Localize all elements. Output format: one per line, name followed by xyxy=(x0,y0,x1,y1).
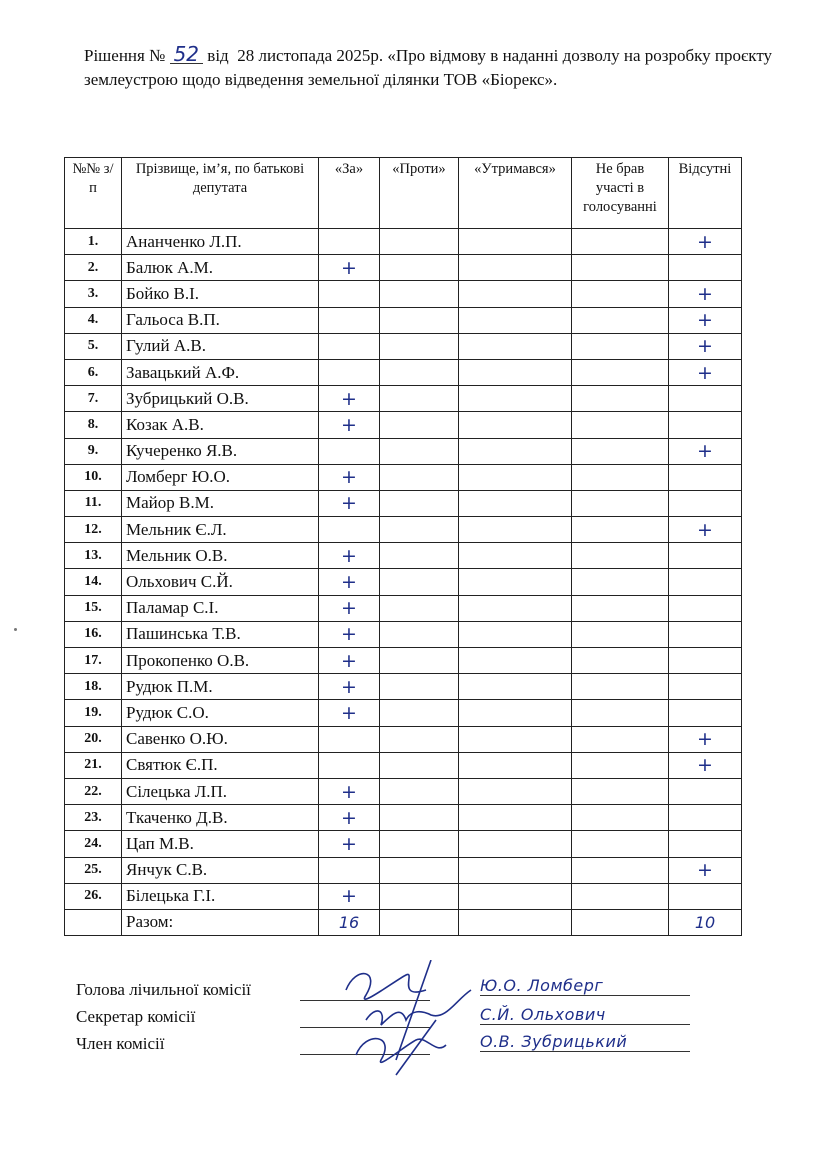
vote-abstain-cell xyxy=(459,333,572,359)
absent-mark: + xyxy=(669,752,742,778)
vote-abstain-cell xyxy=(459,543,572,569)
vote-for-mark: + xyxy=(319,831,380,857)
vote-against-cell xyxy=(380,674,459,700)
row-number: 5. xyxy=(65,333,122,359)
row-number: 8. xyxy=(65,412,122,438)
not-voted-cell xyxy=(572,700,669,726)
scan-speck xyxy=(14,628,17,631)
deputy-name: Майор В.М. xyxy=(122,490,319,516)
vote-against-cell xyxy=(380,464,459,490)
signature-role-member: Член комісії xyxy=(76,1034,165,1053)
col-header-for: «За» xyxy=(319,158,380,229)
vote-against-cell xyxy=(380,386,459,412)
vote-against-cell xyxy=(380,307,459,333)
decision-date: 28 листопада 2025р. xyxy=(237,46,384,65)
vote-for-mark: + xyxy=(319,464,380,490)
absent-mark: + xyxy=(669,281,742,307)
vote-against-cell xyxy=(380,700,459,726)
row-number: 7. xyxy=(65,386,122,412)
vote-abstain-cell xyxy=(459,805,572,831)
table-row xyxy=(65,805,742,831)
col-header-num: №№ з/п xyxy=(65,158,122,229)
table-row xyxy=(65,752,742,778)
deputy-name: Паламар С.І. xyxy=(122,595,319,621)
table-row xyxy=(65,674,742,700)
deputy-name: Бойко В.І. xyxy=(122,281,319,307)
row-number: 9. xyxy=(65,438,122,464)
not-voted-cell xyxy=(572,517,669,543)
absent-mark: + xyxy=(669,517,742,543)
not-voted-cell xyxy=(572,621,669,647)
total-blank xyxy=(65,909,122,935)
absent-mark: + xyxy=(669,229,742,255)
deputy-name: Ткаченко Д.В. xyxy=(122,805,319,831)
total-not-voted xyxy=(572,909,669,935)
not-voted-cell xyxy=(572,307,669,333)
vote-abstain-cell xyxy=(459,648,572,674)
absent-mark xyxy=(669,386,742,412)
table-row xyxy=(65,857,742,883)
col-header-against: «Проти» xyxy=(380,158,459,229)
document-header xyxy=(84,44,772,92)
row-number: 13. xyxy=(65,543,122,569)
vote-against-cell xyxy=(380,857,459,883)
row-number: 3. xyxy=(65,281,122,307)
not-voted-cell xyxy=(572,883,669,909)
table-row xyxy=(65,621,742,647)
vote-against-cell xyxy=(380,359,459,385)
vote-abstain-cell xyxy=(459,726,572,752)
signature-role-chair: Голова лічильної комісії xyxy=(76,980,251,999)
vote-for-mark: + xyxy=(319,569,380,595)
table-body xyxy=(65,229,742,910)
col-header-name: Прізвище, ім’я, по батькові депутата xyxy=(122,158,319,229)
table-row xyxy=(65,307,742,333)
vote-abstain-cell xyxy=(459,674,572,700)
vote-for-mark: + xyxy=(319,674,380,700)
vote-against-cell xyxy=(380,831,459,857)
absent-mark xyxy=(669,569,742,595)
vote-against-cell xyxy=(380,490,459,516)
vote-for-mark xyxy=(319,517,380,543)
not-voted-cell xyxy=(572,490,669,516)
deputy-name: Мельник О.В. xyxy=(122,543,319,569)
not-voted-cell xyxy=(572,805,669,831)
deputy-name: Білецька Г.І. xyxy=(122,883,319,909)
absent-mark: + xyxy=(669,307,742,333)
deputy-name: Кучеренко Я.В. xyxy=(122,438,319,464)
vote-against-cell xyxy=(380,805,459,831)
vote-for-mark: + xyxy=(319,778,380,804)
vote-for-mark xyxy=(319,229,380,255)
table-row xyxy=(65,386,742,412)
deputy-name: Савенко О.Ю. xyxy=(122,726,319,752)
total-against xyxy=(380,909,459,935)
col-header-abstain: «Утримався» xyxy=(459,158,572,229)
table-row xyxy=(65,883,742,909)
not-voted-cell xyxy=(572,543,669,569)
vote-against-cell xyxy=(380,752,459,778)
vote-for-mark: + xyxy=(319,648,380,674)
deputy-name: Козак А.В. xyxy=(122,412,319,438)
deputy-name: Пашинська Т.В. xyxy=(122,621,319,647)
row-number: 1. xyxy=(65,229,122,255)
not-voted-cell xyxy=(572,595,669,621)
vote-for-mark: + xyxy=(319,621,380,647)
row-number: 18. xyxy=(65,674,122,700)
deputy-name: Рудюк С.О. xyxy=(122,700,319,726)
deputy-name: Мельник Є.Л. xyxy=(122,517,319,543)
not-voted-cell xyxy=(572,674,669,700)
row-number: 17. xyxy=(65,648,122,674)
table-row xyxy=(65,831,742,857)
row-number: 22. xyxy=(65,778,122,804)
vote-abstain-cell xyxy=(459,621,572,647)
vote-for-mark: + xyxy=(319,883,380,909)
vote-against-cell xyxy=(380,412,459,438)
table-row xyxy=(65,281,742,307)
vote-abstain-cell xyxy=(459,883,572,909)
vote-for-mark xyxy=(319,281,380,307)
col-header-not-voted: Не брав участі в голосуванні xyxy=(572,158,669,229)
vote-abstain-cell xyxy=(459,831,572,857)
vote-for-mark: + xyxy=(319,386,380,412)
vote-abstain-cell xyxy=(459,517,572,543)
absent-mark: + xyxy=(669,438,742,464)
absent-mark xyxy=(669,595,742,621)
absent-mark xyxy=(669,255,742,281)
vote-abstain-cell xyxy=(459,438,572,464)
vote-for-mark: + xyxy=(319,805,380,831)
table-row xyxy=(65,726,742,752)
vote-for-mark: + xyxy=(319,595,380,621)
not-voted-cell xyxy=(572,831,669,857)
deputy-name: Ананченко Л.П. xyxy=(122,229,319,255)
signature-role-secretary: Секретар комісії xyxy=(76,1007,196,1026)
table-row xyxy=(65,543,742,569)
vote-against-cell xyxy=(380,438,459,464)
total-abstain xyxy=(459,909,572,935)
vote-against-cell xyxy=(380,281,459,307)
vote-abstain-cell xyxy=(459,595,572,621)
deputy-name: Гулий А.В. xyxy=(122,333,319,359)
row-number: 21. xyxy=(65,752,122,778)
not-voted-cell xyxy=(572,438,669,464)
row-number: 23. xyxy=(65,805,122,831)
voting-table xyxy=(64,157,742,936)
vote-for-mark xyxy=(319,307,380,333)
not-voted-cell xyxy=(572,752,669,778)
table-row xyxy=(65,569,742,595)
vote-abstain-cell xyxy=(459,569,572,595)
vote-for-mark: + xyxy=(319,412,380,438)
signature-name-secretary: С.Й. Ольхович xyxy=(480,1005,690,1025)
vote-abstain-cell xyxy=(459,778,572,804)
deputy-name: Балюк А.М. xyxy=(122,255,319,281)
vote-abstain-cell xyxy=(459,700,572,726)
not-voted-cell xyxy=(572,569,669,595)
vote-against-cell xyxy=(380,333,459,359)
table-row xyxy=(65,517,742,543)
absent-mark xyxy=(669,490,742,516)
vote-against-cell xyxy=(380,778,459,804)
absent-mark xyxy=(669,674,742,700)
deputy-name: Сілецька Л.П. xyxy=(122,778,319,804)
vote-for-mark xyxy=(319,333,380,359)
vote-against-cell xyxy=(380,726,459,752)
not-voted-cell xyxy=(572,229,669,255)
decision-number: 52 xyxy=(170,45,203,64)
absent-mark xyxy=(669,831,742,857)
vote-against-cell xyxy=(380,595,459,621)
deputy-name: Цап М.В. xyxy=(122,831,319,857)
vote-for-mark xyxy=(319,726,380,752)
vote-abstain-cell xyxy=(459,412,572,438)
absent-mark xyxy=(669,883,742,909)
absent-mark: + xyxy=(669,857,742,883)
not-voted-cell xyxy=(572,333,669,359)
vote-against-cell xyxy=(380,648,459,674)
not-voted-cell xyxy=(572,281,669,307)
not-voted-cell xyxy=(572,857,669,883)
not-voted-cell xyxy=(572,778,669,804)
table-row xyxy=(65,595,742,621)
vote-abstain-cell xyxy=(459,255,572,281)
total-row xyxy=(65,909,742,935)
row-number: 26. xyxy=(65,883,122,909)
deputy-name: Рудюк П.М. xyxy=(122,674,319,700)
absent-mark: + xyxy=(669,359,742,385)
deputy-name: Завацький А.Ф. xyxy=(122,359,319,385)
signature-name-chair: Ю.О. Ломберг xyxy=(480,976,690,996)
row-number: 11. xyxy=(65,490,122,516)
vote-against-cell xyxy=(380,883,459,909)
table-row xyxy=(65,464,742,490)
vote-abstain-cell xyxy=(459,490,572,516)
deputy-name: Ломберг Ю.О. xyxy=(122,464,319,490)
vote-abstain-cell xyxy=(459,464,572,490)
date-prefix: від xyxy=(207,46,229,65)
deputy-name: Зубрицький О.В. xyxy=(122,386,319,412)
col-header-absent: Відсутні xyxy=(669,158,742,229)
total-label: Разом: xyxy=(122,909,319,935)
table-row xyxy=(65,438,742,464)
table-row xyxy=(65,255,742,281)
total-for: 16 xyxy=(319,909,380,935)
handwritten-signatures xyxy=(336,960,486,1080)
vote-against-cell xyxy=(380,517,459,543)
decision-label: Рішення № xyxy=(84,46,166,65)
absent-mark: + xyxy=(669,726,742,752)
table-row xyxy=(65,412,742,438)
row-number: 6. xyxy=(65,359,122,385)
absent-mark xyxy=(669,621,742,647)
vote-abstain-cell xyxy=(459,857,572,883)
row-number: 2. xyxy=(65,255,122,281)
absent-mark xyxy=(669,464,742,490)
table-row xyxy=(65,700,742,726)
table-row xyxy=(65,648,742,674)
row-number: 25. xyxy=(65,857,122,883)
vote-for-mark: + xyxy=(319,490,380,516)
total-absent: 10 xyxy=(669,909,742,935)
vote-for-mark: + xyxy=(319,543,380,569)
not-voted-cell xyxy=(572,412,669,438)
signature-name-member: О.В. Зубрицький xyxy=(480,1032,690,1052)
vote-abstain-cell xyxy=(459,386,572,412)
vote-abstain-cell xyxy=(459,359,572,385)
vote-for-mark xyxy=(319,752,380,778)
vote-against-cell xyxy=(380,229,459,255)
vote-against-cell xyxy=(380,621,459,647)
absent-mark xyxy=(669,700,742,726)
absent-mark: + xyxy=(669,333,742,359)
table-row xyxy=(65,490,742,516)
not-voted-cell xyxy=(572,255,669,281)
table-header-row xyxy=(65,158,742,229)
table-row xyxy=(65,778,742,804)
absent-mark xyxy=(669,648,742,674)
not-voted-cell xyxy=(572,359,669,385)
vote-for-mark xyxy=(319,438,380,464)
row-number: 19. xyxy=(65,700,122,726)
deputy-name: Янчук С.В. xyxy=(122,857,319,883)
row-number: 4. xyxy=(65,307,122,333)
deputy-name: Гальоса В.П. xyxy=(122,307,319,333)
deputy-name: Прокопенко О.В. xyxy=(122,648,319,674)
deputy-name: Святюк Є.П. xyxy=(122,752,319,778)
vote-against-cell xyxy=(380,255,459,281)
table-row xyxy=(65,359,742,385)
row-number: 24. xyxy=(65,831,122,857)
row-number: 12. xyxy=(65,517,122,543)
absent-mark xyxy=(669,778,742,804)
absent-mark xyxy=(669,805,742,831)
row-number: 15. xyxy=(65,595,122,621)
vote-for-mark xyxy=(319,359,380,385)
vote-for-mark: + xyxy=(319,255,380,281)
not-voted-cell xyxy=(572,726,669,752)
vote-for-mark xyxy=(319,857,380,883)
not-voted-cell xyxy=(572,464,669,490)
not-voted-cell xyxy=(572,386,669,412)
signature-block xyxy=(76,976,776,1090)
vote-abstain-cell xyxy=(459,229,572,255)
row-number: 20. xyxy=(65,726,122,752)
absent-mark xyxy=(669,412,742,438)
row-number: 10. xyxy=(65,464,122,490)
vote-against-cell xyxy=(380,569,459,595)
absent-mark xyxy=(669,543,742,569)
row-number: 16. xyxy=(65,621,122,647)
vote-for-mark: + xyxy=(319,700,380,726)
row-number: 14. xyxy=(65,569,122,595)
decision-title: «Про відмову в наданні дозволу на розробку проєкту землеустрою щодо відведення земельної ділянки ТОВ «Біорекс». xyxy=(84,46,773,89)
not-voted-cell xyxy=(572,648,669,674)
vote-abstain-cell xyxy=(459,307,572,333)
vote-abstain-cell xyxy=(459,281,572,307)
table-row xyxy=(65,229,742,255)
table-row xyxy=(65,333,742,359)
vote-abstain-cell xyxy=(459,752,572,778)
vote-against-cell xyxy=(380,543,459,569)
deputy-name: Ольхович С.Й. xyxy=(122,569,319,595)
